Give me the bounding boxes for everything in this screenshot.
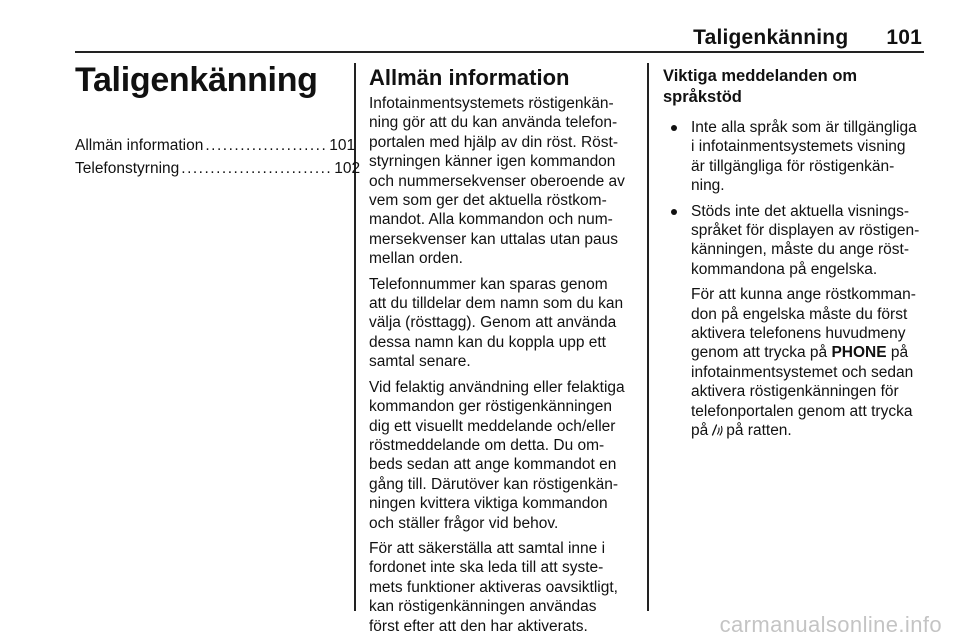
bullet-dot-icon (671, 125, 677, 131)
steering-wheel-voice-icon (711, 423, 723, 437)
page-number: 101 (886, 26, 922, 49)
paragraph-wrong-commands: Vid felaktig användning eller felaktiga kommandon ger röstigenkänningen dig ett visuellt meddelande och/eller röstmeddelande om detta. Du om- beds sedan att ange kommandot en gång till. Därutöver kan röstigenkän- ningen kvittera viktiga kommandon och ställer frågor vid behov. (369, 378, 625, 532)
chapter-toc (75, 56, 361, 180)
running-head (693, 26, 922, 50)
paragraph-activation: För att säkerställa att samtal inne i fordonet inte ska leda till att syste- mets funktioner aktiveras oavsiktligt, kan röstigenkänningen användas först efter att den har aktiverats. (369, 539, 618, 635)
watermark: carmanualsonline.info (719, 612, 942, 637)
toc-entry-page: 102 (334, 160, 361, 177)
toc-entry-general[interactable] (75, 134, 356, 157)
bullet-language-availability: Inte alla språk som är tillgängliga i infotainmentsystemets visning är tillgängliga för röstigenkän- ning. (663, 118, 925, 196)
toc-leader-dots: .......................... (181, 160, 333, 177)
toc-entry-label: Telefonstyrning (75, 160, 180, 177)
running-head-title: Taligenkänning (693, 26, 849, 49)
toc-leader-dots: ..................... (205, 137, 328, 154)
general-information-section (369, 64, 637, 642)
language-support-section (663, 66, 925, 447)
subsection-title: Viktiga meddelanden om språkstöd (663, 67, 858, 106)
paragraph-voice-tags: Telefonnummer kan sparas genom att du tilldelar dem namn som du kan välja (rösttagg). Genom att använda dessa namn kan du koppla upp ett samtal senare. (369, 275, 624, 371)
paragraph-english-instructions: För att kunna ange röstkomman- don på engelska måste du först aktivera telefonens huvudmeny genom att trycka på PHONE på infotainmentsystemet och sedan aktivera röstigenkänningen för telefonportalen genom att trycka på på ratten. (691, 286, 916, 440)
bullet-english-commands: Stöds inte det aktuella visnings- språket för displayen av röstigen- känningen, måste du ange röst- kommandona på engelska. (663, 202, 925, 280)
column-divider-2 (647, 63, 649, 611)
header-rule (75, 51, 924, 53)
chapter-title: Taligenkänning (75, 61, 318, 99)
paragraph-voice-recognition: Infotainmentsystemets röstigenkän- ning gör att du kan använda telefon- portalen med hjälp av din röst. Röst- styrningen känner igen kommandon och nummersekvenser oberoende av vem som ger det aktuella röstkom- mandot. Alla kommandon och num- mersekvenser kan uttalas utan paus mellan orden. (369, 95, 625, 268)
phone-button-label: PHONE (831, 344, 887, 362)
toc-entry-phone[interactable] (75, 157, 361, 180)
section-title: Allmän information (369, 65, 570, 90)
toc-entry-page: 101 (329, 137, 356, 154)
bullet-dot-icon (671, 209, 677, 215)
toc-entry-label: Allmän information (75, 137, 204, 154)
